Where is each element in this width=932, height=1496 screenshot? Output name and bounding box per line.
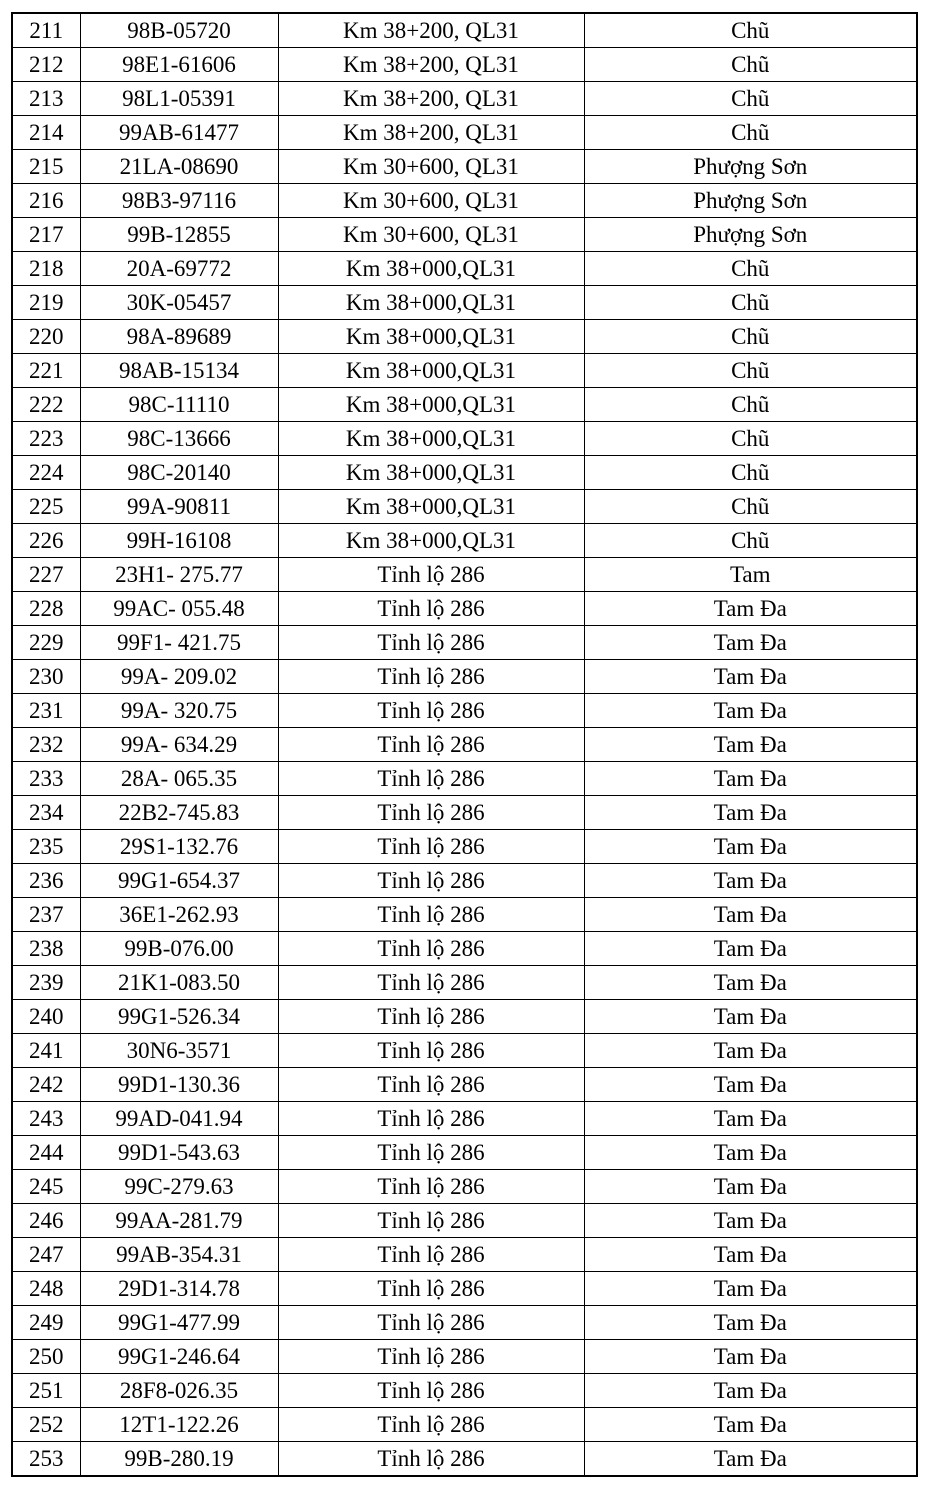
cell-area: Tam Đa <box>584 1374 917 1408</box>
table-row <box>12 1238 917 1272</box>
cell-location: Tỉnh lộ 286 <box>278 558 584 592</box>
table-row <box>12 13 917 48</box>
cell-location: Km 38+000,QL31 <box>278 252 584 286</box>
table-row <box>12 286 917 320</box>
cell-row-number: 230 <box>12 660 80 694</box>
cell-location: Tỉnh lộ 286 <box>278 1238 584 1272</box>
table-row <box>12 1340 917 1374</box>
cell-license-plate: 99G1-526.34 <box>80 1000 278 1034</box>
cell-row-number: 246 <box>12 1204 80 1238</box>
cell-license-plate: 99AC- 055.48 <box>80 592 278 626</box>
cell-row-number: 241 <box>12 1034 80 1068</box>
cell-row-number: 240 <box>12 1000 80 1034</box>
cell-area: Tam Đa <box>584 728 917 762</box>
cell-license-plate: 98C-13666 <box>80 422 278 456</box>
cell-location: Tỉnh lộ 286 <box>278 796 584 830</box>
table-row <box>12 116 917 150</box>
cell-row-number: 220 <box>12 320 80 354</box>
table-row <box>12 1204 917 1238</box>
cell-area: Tam Đa <box>584 1204 917 1238</box>
cell-license-plate: 98B-05720 <box>80 13 278 48</box>
table-row <box>12 422 917 456</box>
cell-row-number: 224 <box>12 456 80 490</box>
table-row <box>12 762 917 796</box>
cell-location: Tỉnh lộ 286 <box>278 1272 584 1306</box>
cell-license-plate: 98C-20140 <box>80 456 278 490</box>
cell-row-number: 251 <box>12 1374 80 1408</box>
cell-row-number: 250 <box>12 1340 80 1374</box>
cell-row-number: 248 <box>12 1272 80 1306</box>
cell-area: Tam Đa <box>584 1034 917 1068</box>
cell-area: Chũ <box>584 388 917 422</box>
table-row <box>12 694 917 728</box>
table-row <box>12 524 917 558</box>
cell-license-plate: 21K1-083.50 <box>80 966 278 1000</box>
cell-location: Tỉnh lộ 286 <box>278 932 584 966</box>
table-row <box>12 1000 917 1034</box>
cell-license-plate: 99A- 320.75 <box>80 694 278 728</box>
cell-area: Chũ <box>584 13 917 48</box>
cell-row-number: 235 <box>12 830 80 864</box>
table-row <box>12 898 917 932</box>
cell-location: Tỉnh lộ 286 <box>278 1000 584 1034</box>
cell-license-plate: 99A-90811 <box>80 490 278 524</box>
cell-row-number: 226 <box>12 524 80 558</box>
cell-area: Chũ <box>584 82 917 116</box>
table-row <box>12 1170 917 1204</box>
cell-location: Tỉnh lộ 286 <box>278 1170 584 1204</box>
cell-license-plate: 99D1-130.36 <box>80 1068 278 1102</box>
cell-license-plate: 98C-11110 <box>80 388 278 422</box>
cell-license-plate: 99F1- 421.75 <box>80 626 278 660</box>
cell-area: Tam Đa <box>584 796 917 830</box>
cell-license-plate: 12T1-122.26 <box>80 1408 278 1442</box>
cell-license-plate: 99G1-654.37 <box>80 864 278 898</box>
cell-area: Chũ <box>584 252 917 286</box>
cell-location: Tỉnh lộ 286 <box>278 1034 584 1068</box>
cell-location: Km 30+600, QL31 <box>278 184 584 218</box>
cell-license-plate: 99B-076.00 <box>80 932 278 966</box>
cell-row-number: 222 <box>12 388 80 422</box>
cell-location: Tỉnh lộ 286 <box>278 1408 584 1442</box>
cell-area: Chũ <box>584 286 917 320</box>
cell-area: Tam Đa <box>584 1272 917 1306</box>
cell-location: Km 38+000,QL31 <box>278 320 584 354</box>
cell-row-number: 233 <box>12 762 80 796</box>
table-row <box>12 796 917 830</box>
cell-row-number: 218 <box>12 252 80 286</box>
cell-area: Phượng Sơn <box>584 218 917 252</box>
cell-area: Chũ <box>584 456 917 490</box>
cell-license-plate: 99B-280.19 <box>80 1442 278 1477</box>
cell-license-plate: 99AD-041.94 <box>80 1102 278 1136</box>
table-row <box>12 354 917 388</box>
cell-area: Tam Đa <box>584 1068 917 1102</box>
cell-license-plate: 98B3-97116 <box>80 184 278 218</box>
cell-area: Tam Đa <box>584 1442 917 1477</box>
cell-row-number: 237 <box>12 898 80 932</box>
cell-row-number: 213 <box>12 82 80 116</box>
cell-license-plate: 29D1-314.78 <box>80 1272 278 1306</box>
cell-area: Tam Đa <box>584 592 917 626</box>
cell-row-number: 231 <box>12 694 80 728</box>
table-row <box>12 320 917 354</box>
cell-area: Phượng Sơn <box>584 150 917 184</box>
cell-location: Tỉnh lộ 286 <box>278 1442 584 1477</box>
cell-license-plate: 99B-12855 <box>80 218 278 252</box>
cell-license-plate: 98A-89689 <box>80 320 278 354</box>
violations-table <box>11 12 918 1477</box>
cell-area: Chũ <box>584 422 917 456</box>
cell-license-plate: 99AB-354.31 <box>80 1238 278 1272</box>
cell-location: Km 38+200, QL31 <box>278 48 584 82</box>
cell-row-number: 223 <box>12 422 80 456</box>
cell-row-number: 216 <box>12 184 80 218</box>
table-row <box>12 1408 917 1442</box>
cell-license-plate: 98E1-61606 <box>80 48 278 82</box>
cell-license-plate: 99C-279.63 <box>80 1170 278 1204</box>
cell-row-number: 227 <box>12 558 80 592</box>
cell-license-plate: 30N6-3571 <box>80 1034 278 1068</box>
cell-location: Tỉnh lộ 286 <box>278 1136 584 1170</box>
cell-row-number: 236 <box>12 864 80 898</box>
cell-location: Tỉnh lộ 286 <box>278 1340 584 1374</box>
cell-license-plate: 99AA-281.79 <box>80 1204 278 1238</box>
cell-row-number: 249 <box>12 1306 80 1340</box>
cell-area: Tam Đa <box>584 1170 917 1204</box>
cell-location: Km 38+000,QL31 <box>278 456 584 490</box>
cell-row-number: 245 <box>12 1170 80 1204</box>
cell-location: Tỉnh lộ 286 <box>278 898 584 932</box>
cell-area: Tam Đa <box>584 966 917 1000</box>
cell-area: Tam Đa <box>584 932 917 966</box>
cell-row-number: 244 <box>12 1136 80 1170</box>
table-row <box>12 932 917 966</box>
cell-area: Tam Đa <box>584 898 917 932</box>
cell-location: Tỉnh lộ 286 <box>278 1068 584 1102</box>
table-row <box>12 252 917 286</box>
cell-row-number: 211 <box>12 13 80 48</box>
table-row <box>12 830 917 864</box>
table-row <box>12 864 917 898</box>
cell-row-number: 239 <box>12 966 80 1000</box>
cell-license-plate: 28F8-026.35 <box>80 1374 278 1408</box>
table-row <box>12 626 917 660</box>
cell-location: Tỉnh lộ 286 <box>278 1102 584 1136</box>
cell-license-plate: 99AB-61477 <box>80 116 278 150</box>
cell-location: Km 38+000,QL31 <box>278 524 584 558</box>
table-row <box>12 592 917 626</box>
cell-location: Tỉnh lộ 286 <box>278 1306 584 1340</box>
cell-location: Km 38+000,QL31 <box>278 388 584 422</box>
cell-row-number: 229 <box>12 626 80 660</box>
table-body <box>12 13 917 1476</box>
cell-area: Chũ <box>584 320 917 354</box>
cell-location: Km 38+000,QL31 <box>278 286 584 320</box>
table-row <box>12 558 917 592</box>
cell-license-plate: 23H1- 275.77 <box>80 558 278 592</box>
cell-location: Km 30+600, QL31 <box>278 218 584 252</box>
cell-area: Tam Đa <box>584 1306 917 1340</box>
cell-location: Km 38+000,QL31 <box>278 354 584 388</box>
cell-license-plate: 99G1-246.64 <box>80 1340 278 1374</box>
table-row <box>12 48 917 82</box>
table-row <box>12 1374 917 1408</box>
cell-license-plate: 22B2-745.83 <box>80 796 278 830</box>
cell-license-plate: 98L1-05391 <box>80 82 278 116</box>
table-row <box>12 728 917 762</box>
cell-license-plate: 99G1-477.99 <box>80 1306 278 1340</box>
table-row <box>12 150 917 184</box>
table-row <box>12 490 917 524</box>
cell-location: Km 38+000,QL31 <box>278 422 584 456</box>
cell-area: Tam Đa <box>584 1102 917 1136</box>
table-row <box>12 218 917 252</box>
cell-row-number: 212 <box>12 48 80 82</box>
cell-location: Tỉnh lộ 286 <box>278 1204 584 1238</box>
table-row <box>12 1272 917 1306</box>
cell-license-plate: 20A-69772 <box>80 252 278 286</box>
cell-area: Tam Đa <box>584 1408 917 1442</box>
cell-license-plate: 28A- 065.35 <box>80 762 278 796</box>
table-row <box>12 184 917 218</box>
cell-license-plate: 99A- 634.29 <box>80 728 278 762</box>
table-row <box>12 456 917 490</box>
cell-license-plate: 21LA-08690 <box>80 150 278 184</box>
cell-row-number: 238 <box>12 932 80 966</box>
cell-location: Km 38+200, QL31 <box>278 82 584 116</box>
cell-location: Tỉnh lộ 286 <box>278 626 584 660</box>
cell-area: Tam Đa <box>584 1238 917 1272</box>
cell-license-plate: 99H-16108 <box>80 524 278 558</box>
cell-row-number: 252 <box>12 1408 80 1442</box>
cell-location: Tỉnh lộ 286 <box>278 762 584 796</box>
cell-license-plate: 36E1-262.93 <box>80 898 278 932</box>
cell-row-number: 243 <box>12 1102 80 1136</box>
cell-location: Km 30+600, QL31 <box>278 150 584 184</box>
cell-row-number: 234 <box>12 796 80 830</box>
cell-area: Tam Đa <box>584 660 917 694</box>
cell-location: Tỉnh lộ 286 <box>278 592 584 626</box>
table-row <box>12 388 917 422</box>
cell-area: Tam Đa <box>584 626 917 660</box>
cell-row-number: 228 <box>12 592 80 626</box>
cell-location: Tỉnh lộ 286 <box>278 830 584 864</box>
cell-row-number: 225 <box>12 490 80 524</box>
table-row <box>12 1102 917 1136</box>
cell-area: Tam Đa <box>584 1340 917 1374</box>
cell-location: Tỉnh lộ 286 <box>278 1374 584 1408</box>
cell-area: Phượng Sơn <box>584 184 917 218</box>
cell-row-number: 214 <box>12 116 80 150</box>
table-row <box>12 1442 917 1477</box>
cell-area: Chũ <box>584 354 917 388</box>
cell-license-plate: 99D1-543.63 <box>80 1136 278 1170</box>
cell-row-number: 253 <box>12 1442 80 1477</box>
cell-area: Tam Đa <box>584 762 917 796</box>
cell-row-number: 232 <box>12 728 80 762</box>
table-row <box>12 1068 917 1102</box>
cell-area: Tam Đa <box>584 1136 917 1170</box>
cell-location: Tỉnh lộ 286 <box>278 694 584 728</box>
cell-row-number: 247 <box>12 1238 80 1272</box>
cell-area: Chũ <box>584 524 917 558</box>
cell-area: Tam <box>584 558 917 592</box>
table-row <box>12 1034 917 1068</box>
cell-license-plate: 29S1-132.76 <box>80 830 278 864</box>
cell-location: Tỉnh lộ 286 <box>278 660 584 694</box>
cell-location: Tỉnh lộ 286 <box>278 728 584 762</box>
cell-location: Km 38+200, QL31 <box>278 116 584 150</box>
cell-area: Chũ <box>584 48 917 82</box>
cell-area: Tam Đa <box>584 1000 917 1034</box>
cell-license-plate: 99A- 209.02 <box>80 660 278 694</box>
table-row <box>12 1136 917 1170</box>
cell-row-number: 242 <box>12 1068 80 1102</box>
cell-row-number: 215 <box>12 150 80 184</box>
table-row <box>12 660 917 694</box>
cell-row-number: 217 <box>12 218 80 252</box>
cell-area: Tam Đa <box>584 864 917 898</box>
table-row <box>12 966 917 1000</box>
cell-area: Chũ <box>584 490 917 524</box>
cell-location: Tỉnh lộ 286 <box>278 966 584 1000</box>
cell-row-number: 219 <box>12 286 80 320</box>
cell-area: Chũ <box>584 116 917 150</box>
cell-area: Tam Đa <box>584 694 917 728</box>
cell-location: Km 38+000,QL31 <box>278 490 584 524</box>
cell-license-plate: 98AB-15134 <box>80 354 278 388</box>
cell-location: Tỉnh lộ 286 <box>278 864 584 898</box>
cell-location: Km 38+200, QL31 <box>278 13 584 48</box>
table-row <box>12 1306 917 1340</box>
cell-license-plate: 30K-05457 <box>80 286 278 320</box>
cell-row-number: 221 <box>12 354 80 388</box>
table-row <box>12 82 917 116</box>
cell-area: Tam Đa <box>584 830 917 864</box>
